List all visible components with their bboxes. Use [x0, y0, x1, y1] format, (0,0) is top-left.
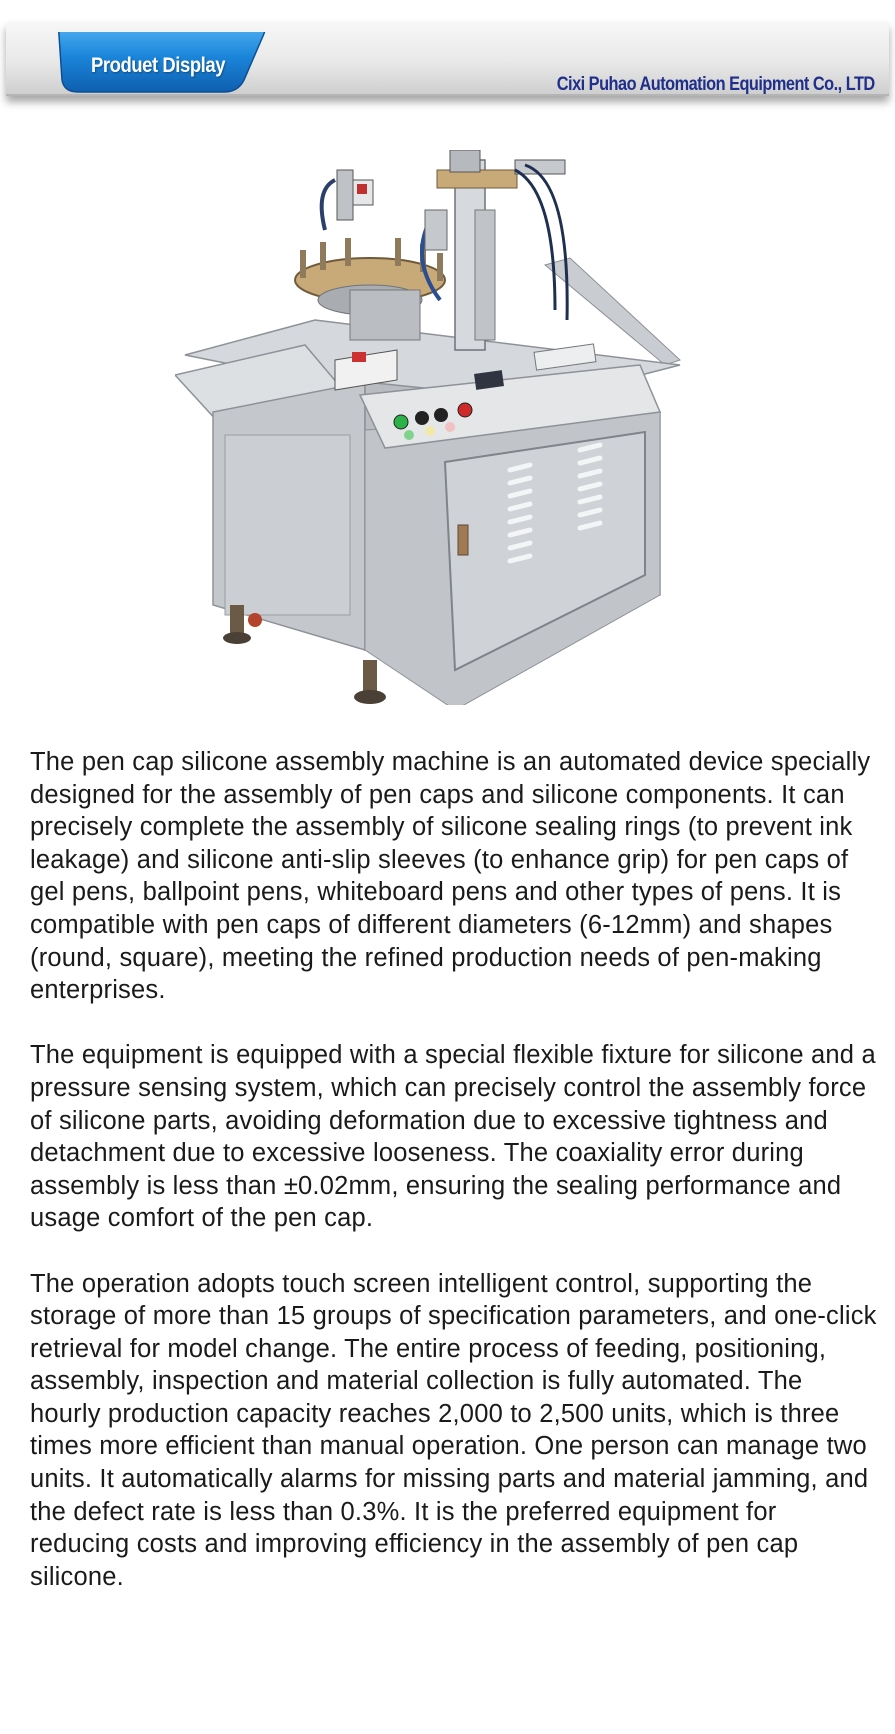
description-paragraph: The operation adopts touch screen intelligent control, supporting the storage of more than 15 groups of specification parameters, and one-click retrieval for model change. The entire process of feeding, positioning, assembly, inspection and material collection is fully automated. The hourly production capacity reaches 2,000 to 2,500 units, which is three times more efficient than manual operation. One person can manage two units. It automatically alarms for missing parts and material jamming, and the defect rate is less than 0.3%. It is the preferred equipment for reducing costs and improving efficiency in the assembly of pen cap silicone.	[30, 1269, 877, 1591]
description	[30, 746, 880, 1626]
tab	[58, 32, 280, 102]
company-name: Cixi Puhao Automation Equipment Co., LTD	[557, 74, 875, 95]
tab-label: Produet Display	[90, 54, 226, 77]
description-paragraph: The pen cap silicone assembly machine is an automated device specially designed for the assembly of pen caps and silicone components. It can precisely complete the assembly of silicone sealing rings (to prevent ink leakage) and silicone anti-slip sleeves (to enhance grip) for pen caps of gel pens, ballpoint pens, whiteboard pens and other types of pens. It is compatible with pen caps of different diameters (6-12mm) and shapes (round, square), meeting the refined production needs of pen-making enterprises.	[30, 748, 871, 1005]
description-paragraph: The equipment is equipped with a special flexible fixture for silicone and a pressure sensing system, which can precisely control the assembly force of silicone parts, avoiding deformation due to excessive tightness and detachment due to excessive looseness. The coaxiality error during assembly is less than ±0.02mm, ensuring the sealing performance and usage comfort of the pen cap.	[30, 1041, 876, 1233]
header-banner	[6, 22, 889, 96]
product-image	[175, 150, 735, 705]
